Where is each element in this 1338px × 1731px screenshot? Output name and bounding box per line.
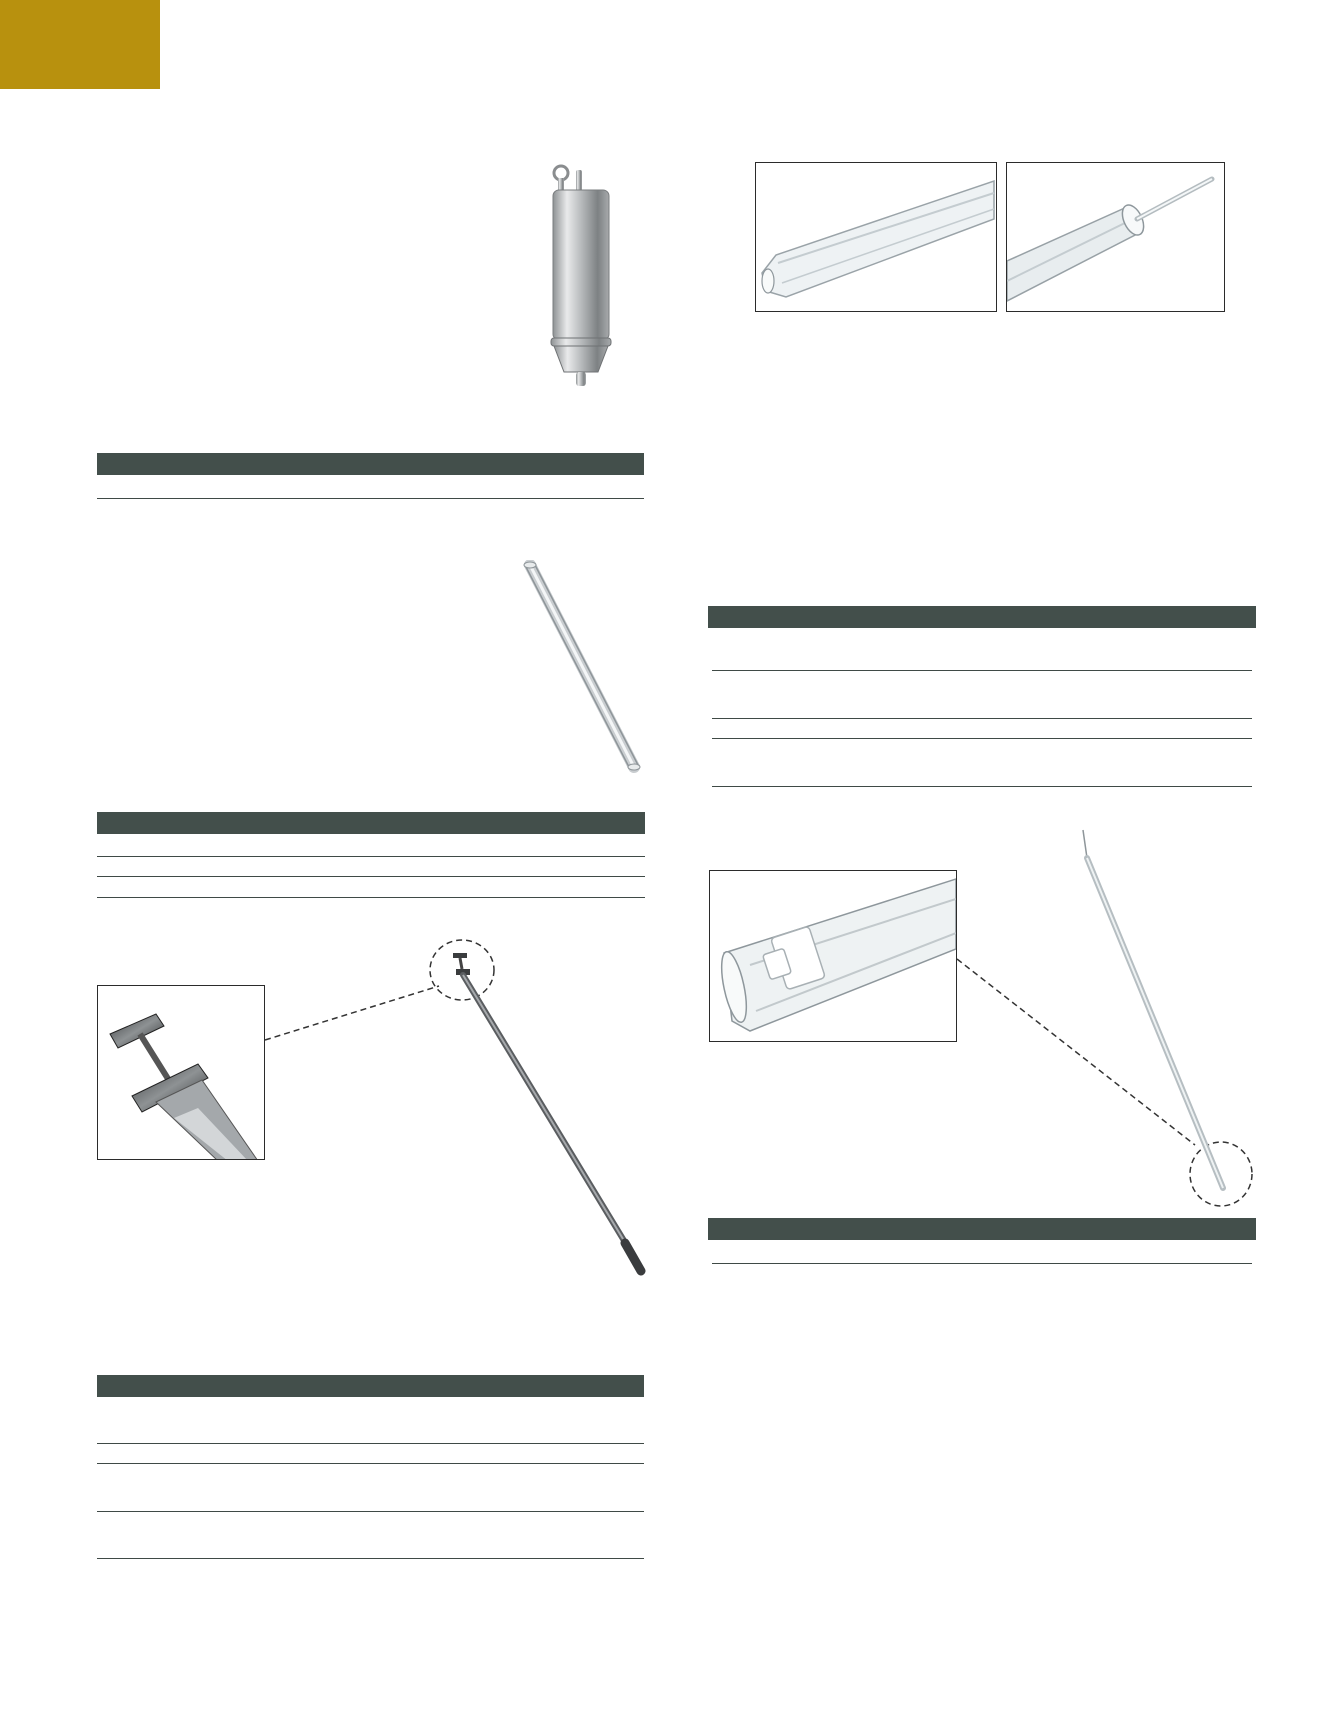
table-rule [97,1443,644,1444]
table-rule [97,1463,644,1464]
glass-tube-open-end-image [1006,162,1225,312]
table-rule [97,498,644,499]
table-rule [97,1511,644,1512]
table-rule [712,786,1252,787]
table-rule [712,670,1252,671]
stainless-steel-bailer-icon [548,160,616,400]
detail-connector-line [263,982,443,1042]
tapered-glass-tip-image [755,162,997,312]
glass-tube-icon [520,560,645,775]
table-rule [97,1558,644,1559]
section-header-bar [708,606,1256,628]
section-header-bar [708,1218,1256,1240]
clear-sampler-tip-detail-image [709,870,957,1042]
table-rule [97,897,645,898]
section-header-bar [97,812,645,834]
table-rule [712,738,1252,739]
clear-tube-sampler-icon [1075,828,1235,1198]
section-header-bar [97,1375,644,1397]
rod-handle-detail-image [97,985,265,1160]
section-tab [0,0,160,89]
section-header-bar [97,453,644,475]
table-rule [712,718,1252,719]
table-rule [712,1263,1252,1264]
table-rule [97,856,645,857]
metal-sampler-rod-icon [445,945,655,1280]
table-rule [97,876,645,877]
